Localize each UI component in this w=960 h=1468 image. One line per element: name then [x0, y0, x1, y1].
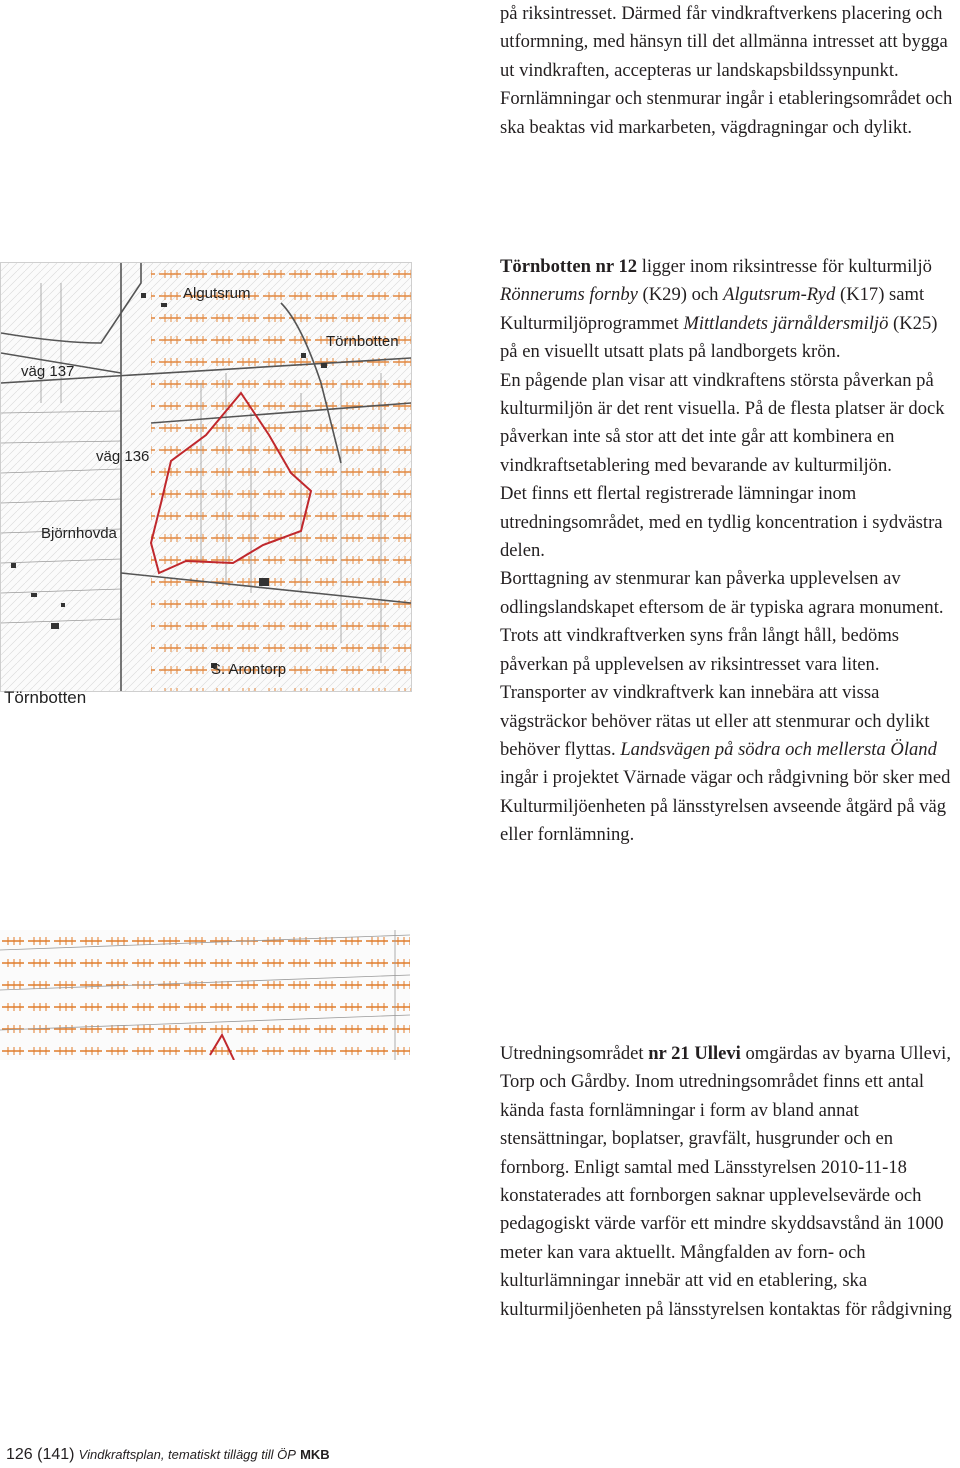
- intro-paragraph: [500, 0, 955, 142]
- tornbotten-p1: [500, 253, 955, 367]
- tornbotten-p6: [500, 679, 955, 849]
- document-suffix: MKB: [300, 1447, 330, 1462]
- ullevi-heading: nr 21 Ullevi: [648, 1043, 741, 1064]
- algutsrum-ryd: Algutsrum-Ryd: [723, 284, 836, 306]
- page-number: 126 (141): [6, 1446, 75, 1463]
- map-label-tornbotten: Törnbotten: [326, 333, 399, 350]
- text-span: omgärdas av byarna Ullevi, Torp och Gårdby. Inom utredningsområdet finns ett antal kända fasta fornlämningar i form av bland annat stensättningar, boplatser, gravfält, husgrunder och en fornborg. Enligt samtal med Länsstyrelsen 2010-11-18 konstaterades att fornborgen saknar upplevelsevärde och pedagogiskt värde varför ett mindre skyddsavstånd än 1000 meter kan vara aktuellt. Mångfalden av forn- och kulturlämningar innebär att vid en etablering, ska kulturmiljöenheten på länsstyrelsen kontaktas för rådgivning: [500, 1043, 952, 1320]
- text-span: (K25) på en visuellt utsatt plats på landborgets krön.: [500, 312, 938, 363]
- map-drawing: [1, 263, 411, 691]
- map-lower-drawing: [0, 930, 410, 1060]
- intro-text: på riksintresset. Därmed får vindkraftverkens placering och utformning, med hänsyn till det allmänna intresset att bygga ut vindkraften, accepteras ur landskapsbildssynpunkt. Fornlämningar och stenmurar ingår i etableringsområdet och ska beaktas vid markarbeten, vägdragningar och dylikt.: [500, 3, 953, 138]
- tornbotten-heading: Törnbotten nr 12: [500, 256, 638, 277]
- map-label-arontorp: S. Arontorp: [211, 661, 287, 678]
- page-footer: [6, 1446, 330, 1464]
- ronnerums-fornby: Rönnerums fornby: [500, 284, 638, 306]
- area-map: [0, 262, 412, 692]
- text-span: (K17) samt Kulturmiljöprogrammet: [500, 284, 925, 334]
- text-span: ligger inom riksintresse för kulturmiljö: [637, 256, 932, 277]
- text-span: Transporter av vindkraftverk kan innebära att vissa vägsträckor behöver rätas ut eller att stenmurar och dylikt behöver flyttas.: [500, 682, 930, 760]
- map-label-algutsrum: Algutsrum: [183, 285, 251, 302]
- tornbotten-section: [500, 253, 955, 850]
- area-map-lower: [0, 930, 410, 1060]
- map-label-vag-137: väg 137: [21, 363, 75, 380]
- ullevi-paragraph: [500, 1040, 955, 1324]
- map-label-bjornhovda: Björnhovda: [41, 525, 117, 542]
- map-caption: Törnbotten: [4, 688, 87, 707]
- tornbotten-p5: Trots att vindkraftverken syns från långt håll, bedöms påverkan på upplevelsen av riksintresset vara liten.: [500, 625, 900, 675]
- text-span: ingår i projektet Värnade vägar och rådgivning bör sker med Kulturmiljöenheten på länsstyrelsen avseende åtgärd på väg eller fornlämning.: [500, 767, 951, 846]
- landsvagen-link-text: Landsvägen på södra och mellersta Öland: [620, 738, 937, 760]
- text-span: Utredningsområdet: [500, 1043, 649, 1064]
- text-span: (K29) och: [637, 284, 724, 306]
- document-title: Vindkraftsplan, tematiskt tillägg till ÖP: [78, 1447, 296, 1462]
- tornbotten-p3: Det finns ett flertal registrerade lämningar inom utredningsområdet, med en tydlig koncentration i sydvästra delen.: [500, 483, 943, 562]
- tornbotten-p2: En pågende plan visar att vindkraftens största påverkan på kulturmiljön är det rent visuella. På de flesta platser är dock påverkan inte så stor att det inte går att kombinera en vindkraftsetablering med bevarande av kulturmiljön.: [500, 369, 945, 476]
- map-label-vag-136: väg 136: [96, 448, 150, 465]
- mittlandets-jarnaldersmiljo: Mittlandets järnåldersmiljö: [683, 312, 889, 334]
- ullevi-section: [500, 1040, 955, 1324]
- tornbotten-p4: Borttagning av stenmurar kan påverka upplevelsen av odlingslandskapet eftersom de är typiska agrara monument.: [500, 568, 944, 618]
